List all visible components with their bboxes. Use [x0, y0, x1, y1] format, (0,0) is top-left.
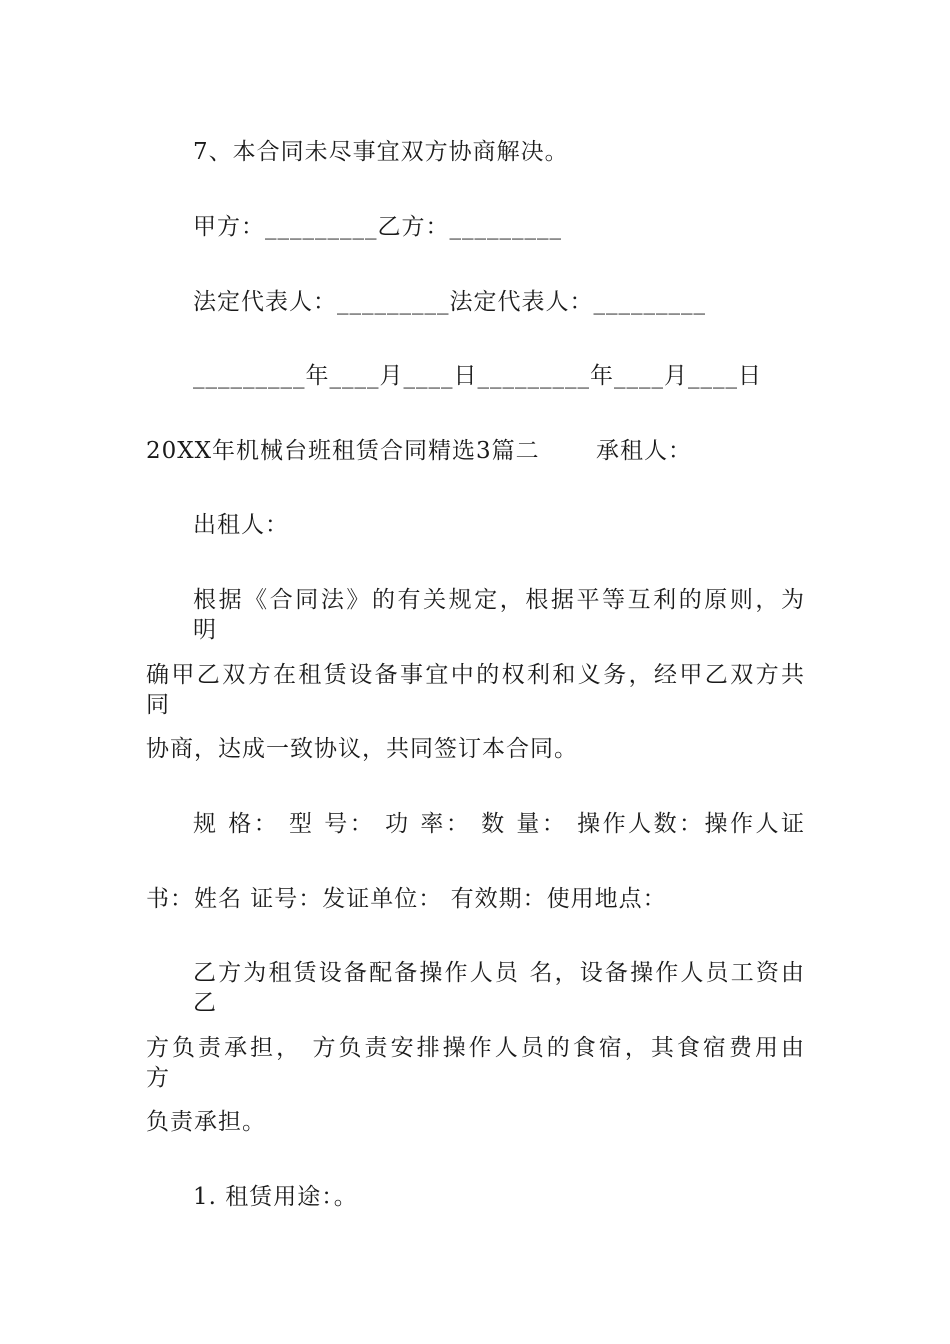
operator-paragraph-line-2: 方负责承担， 方负责安排操作人员的食宿，其食宿费用由 方: [146, 1035, 806, 1091]
clause-1-lease-purpose: 1. 租赁用途：。: [193, 1184, 358, 1210]
contract-title-line: 20XX年机械台班租赁合同精选3篇二 承租人：: [146, 438, 692, 464]
equipment-spec-line-1: 规 格： 型 号： 功 率： 数 量： 操作人数：操作人证: [193, 811, 806, 837]
paragraph-intro-line-1: 根据《合同法》的有关规定，根据平等互利的原则，为明: [193, 587, 806, 643]
signature-dates: _________年____月____日_________年____月____日: [193, 363, 762, 389]
operator-paragraph-line-3: 负责承担。: [146, 1109, 266, 1135]
equipment-spec-line-2: 书：姓名 证号：发证单位： 有效期：使用地点：: [146, 886, 667, 912]
paragraph-intro-line-2: 确甲乙双方在租赁设备事宜中的权利和义务，经甲乙双方共同: [146, 662, 806, 718]
signature-parties: 甲方：_________乙方：_________: [193, 214, 562, 240]
operator-paragraph-line-1: 乙方为租赁设备配备操作人员 名，设备操作人员工资由乙: [193, 960, 806, 1016]
clause-7: 7、本合同未尽事宜双方协商解决。: [193, 139, 569, 165]
signature-representatives: 法定代表人：_________法定代表人：_________: [193, 289, 706, 315]
paragraph-intro-line-3: 协商，达成一致协议，共同签订本合同。: [146, 736, 578, 762]
lessor-line: 出租人：: [193, 512, 289, 538]
